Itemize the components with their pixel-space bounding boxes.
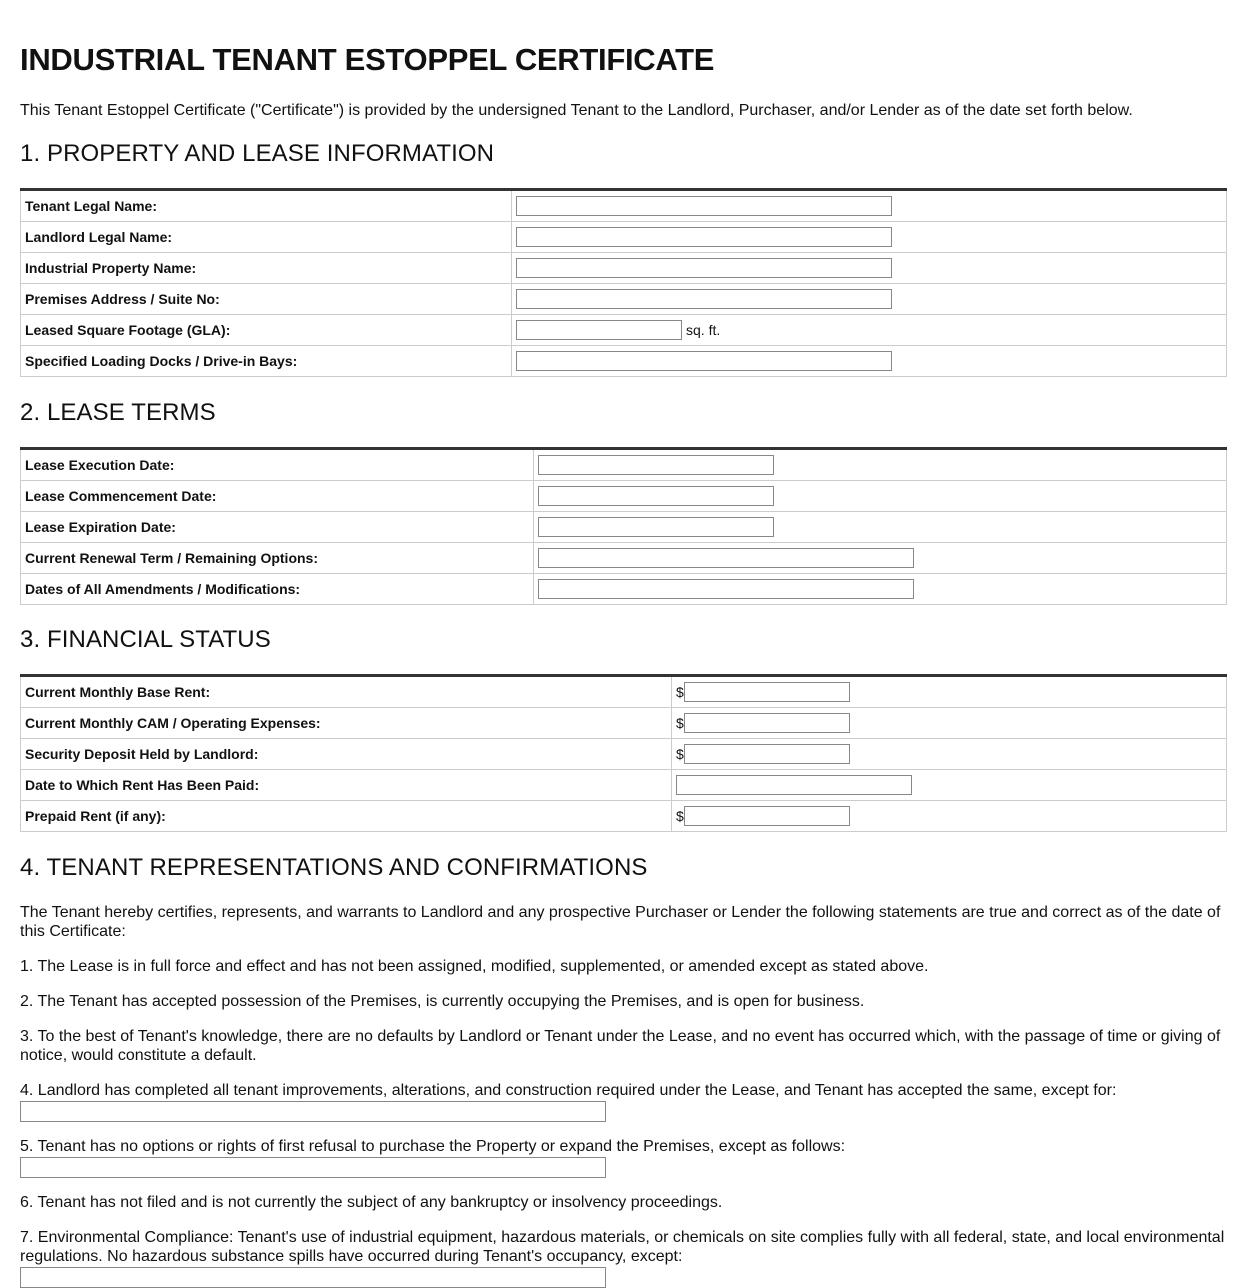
improvements-exceptions-input[interactable] <box>20 1101 606 1122</box>
representation-item: 7. Environmental Compliance: Tenant's use of industrial equipment, hazardous materials, or chemicals on site complies fully with all federal, state, and local environmental regulations. No hazardous substance spills have occurred during Tenant's occupancy, except: <box>20 1229 1225 1265</box>
lease-execution-date-label: Lease Execution Date: <box>21 449 534 481</box>
purchase-options-exceptions-input[interactable] <box>20 1157 606 1178</box>
table-row <box>21 512 1227 543</box>
leased-square-footage-input[interactable] <box>516 320 682 340</box>
representation-item: 5. Tenant has no options or rights of first refusal to purchase the Property or expand the Premises, except as follows: <box>20 1138 846 1155</box>
financial-status-table <box>20 674 1227 832</box>
security-deposit-label: Security Deposit Held by Landlord: <box>21 739 672 770</box>
tenant-legal-name-label: Tenant Legal Name: <box>21 190 512 222</box>
dollar-sign: $ <box>676 808 684 824</box>
table-row <box>21 315 1227 346</box>
renewal-term-label: Current Renewal Term / Remaining Options: <box>21 543 534 574</box>
lease-execution-date-input[interactable] <box>538 455 774 475</box>
monthly-cam-input[interactable] <box>684 713 850 733</box>
tenant-legal-name-input[interactable] <box>516 196 892 216</box>
landlord-legal-name-label: Landlord Legal Name: <box>21 222 512 253</box>
table-row <box>21 801 1227 832</box>
table-row <box>21 708 1227 739</box>
table-row <box>21 346 1227 377</box>
representation-item: 6. Tenant has not filed and is not currently the subject of any bankruptcy or insolvency proceedings. <box>20 1194 723 1211</box>
premises-address-input[interactable] <box>516 289 892 309</box>
rent-paid-date-label: Date to Which Rent Has Been Paid: <box>21 770 672 801</box>
monthly-cam-label: Current Monthly CAM / Operating Expenses: <box>21 708 672 739</box>
amendments-dates-label: Dates of All Amendments / Modifications: <box>21 574 534 605</box>
loading-docks-label: Specified Loading Docks / Drive-in Bays: <box>21 346 512 377</box>
sq-ft-unit: sq. ft. <box>686 322 721 338</box>
monthly-base-rent-label: Current Monthly Base Rent: <box>21 676 672 708</box>
section-1-heading: 1. PROPERTY AND LEASE INFORMATION <box>20 140 495 167</box>
table-row <box>21 574 1227 605</box>
representation-item: 4. Landlord has completed all tenant improvements, alterations, and construction required under the Lease, and Tenant has accepted the same, except for: <box>20 1082 1117 1099</box>
section-3-heading: 3. FINANCIAL STATUS <box>20 626 271 653</box>
prepaid-rent-label: Prepaid Rent (if any): <box>21 801 672 832</box>
lease-commencement-date-label: Lease Commencement Date: <box>21 481 534 512</box>
dollar-sign: $ <box>676 684 684 700</box>
dollar-sign: $ <box>676 715 684 731</box>
lease-expiration-date-label: Lease Expiration Date: <box>21 512 534 543</box>
table-row <box>21 449 1227 481</box>
table-row <box>21 739 1227 770</box>
section-4-heading: 4. TENANT REPRESENTATIONS AND CONFIRMATIONS <box>20 854 648 881</box>
prepaid-rent-input[interactable] <box>684 806 850 826</box>
lease-terms-table <box>20 447 1227 605</box>
table-row <box>21 284 1227 315</box>
representations-intro: The Tenant hereby certifies, represents, and warrants to Landlord and any prospective Purchaser or Lender the following statements are true and correct as of the date of this Certificate: <box>20 904 1221 940</box>
rent-paid-date-input[interactable] <box>676 775 912 795</box>
leased-square-footage-label: Leased Square Footage (GLA): <box>21 315 512 346</box>
landlord-legal-name-input[interactable] <box>516 227 892 247</box>
table-row <box>21 253 1227 284</box>
table-row <box>21 222 1227 253</box>
monthly-base-rent-input[interactable] <box>684 682 850 702</box>
lease-expiration-date-input[interactable] <box>538 517 774 537</box>
property-lease-table <box>20 188 1227 377</box>
environmental-exceptions-input[interactable] <box>20 1267 606 1288</box>
intro-paragraph: This Tenant Estoppel Certificate ("Certificate") is provided by the undersigned Tenant to the Landlord, Purchaser, and/or Lender as of the date set forth below. <box>20 102 1133 119</box>
table-row <box>21 676 1227 708</box>
renewal-term-input[interactable] <box>538 548 914 568</box>
section-2-heading: 2. LEASE TERMS <box>20 399 216 426</box>
security-deposit-input[interactable] <box>684 744 850 764</box>
lease-commencement-date-input[interactable] <box>538 486 774 506</box>
dollar-sign: $ <box>676 746 684 762</box>
table-row <box>21 543 1227 574</box>
table-row <box>21 481 1227 512</box>
industrial-property-name-label: Industrial Property Name: <box>21 253 512 284</box>
table-row <box>21 770 1227 801</box>
representation-item: 1. The Lease is in full force and effect and has not been assigned, modified, supplemented, or amended except as stated above. <box>20 958 929 975</box>
amendments-dates-input[interactable] <box>538 579 914 599</box>
page-title: INDUSTRIAL TENANT ESTOPPEL CERTIFICATE <box>20 42 715 77</box>
industrial-property-name-input[interactable] <box>516 258 892 278</box>
premises-address-label: Premises Address / Suite No: <box>21 284 512 315</box>
representation-item: 2. The Tenant has accepted possession of the Premises, is currently occupying the Premises, and is open for business. <box>20 993 865 1010</box>
loading-docks-input[interactable] <box>516 351 892 371</box>
representation-item: 3. To the best of Tenant's knowledge, there are no defaults by Landlord or Tenant under the Lease, and no event has occurred which, with the passage of time or giving of notice, would constitute a default. <box>20 1028 1221 1064</box>
table-row <box>21 190 1227 222</box>
